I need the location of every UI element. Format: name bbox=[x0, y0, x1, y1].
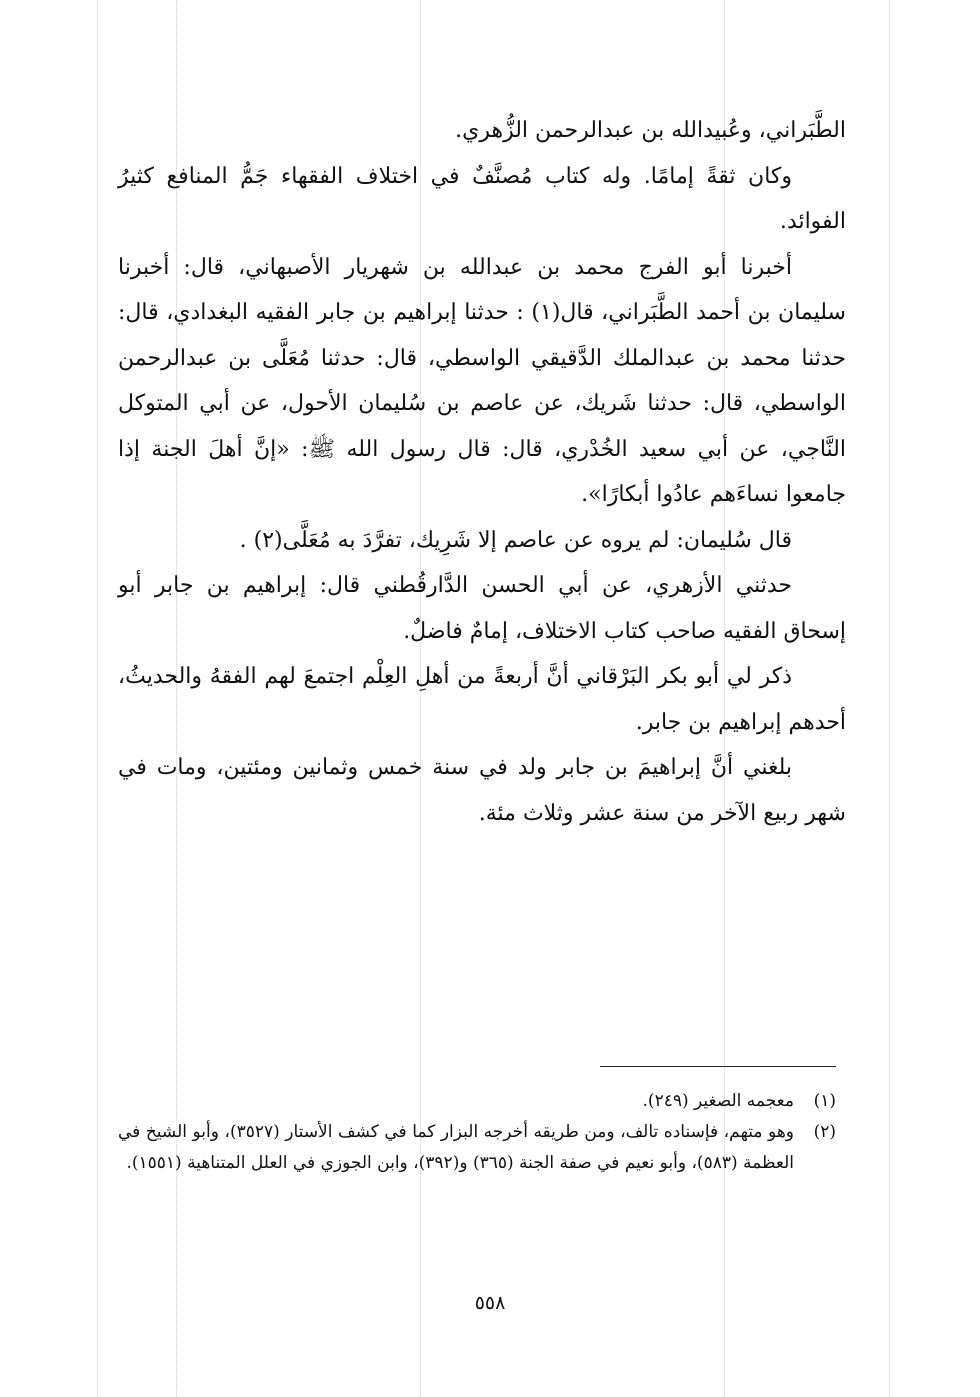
footnote-separator bbox=[600, 1066, 836, 1067]
paragraph: ذكر لي أبو بكر البَرْقاني أنَّ أربعةً من أهلِ العِلْم اجتمعَ لهم الفقهُ والحديثُ، أحدهم إبراهيم بن جابر. bbox=[118, 664, 846, 735]
scan-artifact-line bbox=[889, 0, 890, 1397]
scan-artifact-line bbox=[97, 0, 98, 1397]
paragraph: قال سُليمان: لم يروه عن عاصم إلا شَرِيك، تفرَّدَ به مُعَلَّى(٢) . bbox=[239, 527, 792, 553]
paragraph: بلغني أنَّ إبراهيمَ بن جابر ولد في سنة خمس وثمانين ومئتين، ومات في شهر ربيع الآخر من سنة عشر وثلاث مئة. bbox=[118, 755, 846, 826]
paragraph: الطَّبَراني، وعُبيدالله بن عبدالرحمن الزُّهري. bbox=[455, 118, 846, 143]
footnote bbox=[118, 1086, 836, 1117]
footnote-number: (٢) bbox=[813, 1122, 836, 1142]
footnote bbox=[118, 1117, 836, 1179]
main-text bbox=[118, 108, 846, 836]
paragraph: حدثني الأزهري، عن أبي الحسن الدَّارقُطني قال: إبراهيم بن جابر أبو إسحاق الفقيه صاحب كتاب الاختلاف، إمامٌ فاضلٌ. bbox=[118, 573, 846, 644]
footnote-text: وهو متهم، فإسناده تالف، ومن طريقه أخرجه البزار كما في كشف الأستار (٣٥٢٧)، وأبو الشيخ في العظمة (٥٨٣)، وأبو نعيم في صفة الجنة (٣٦٥) و(٣٩٢)، وابن الجوزي في العلل المتناهية (١٥٥١). bbox=[118, 1122, 794, 1173]
paragraph: أخبرنا أبو الفرج محمد بن عبدالله بن شهريار الأصبهاني، قال: أخبرنا سليمان بن أحمد الطَّبَراني، قال(١) : حدثنا إبراهيم بن جابر الفقيه البغدادي، قال: حدثنا محمد بن عبدالملك الدَّقيقي الواسطي، قال: حدثنا مُعَلَّى بن عبدالرحمن الواسطي، قال: حدثنا شَريك، عن عاصم بن سُليمان الأحول، عن أبي المتوكل النَّاجي، عن أبي سعيد الخُدْري، قال: قال رسول الله ﷺ: «إنَّ أهلَ الجنة إذا جامعوا نساءَهم عادُوا أبكارًا». bbox=[118, 254, 847, 507]
footnote-number: (١) bbox=[813, 1091, 836, 1111]
paragraph: وكان ثقةً إمامًا. وله كتاب مُصنَّفٌ في اختلاف الفقهاء جَمُّ المنافع كثيرُ الفوائد. bbox=[118, 163, 846, 234]
footnote-text: معجمه الصغير (٢٤٩). bbox=[642, 1091, 794, 1111]
footnotes bbox=[118, 1086, 836, 1179]
page-number: ٥٥٨ bbox=[474, 1292, 506, 1314]
